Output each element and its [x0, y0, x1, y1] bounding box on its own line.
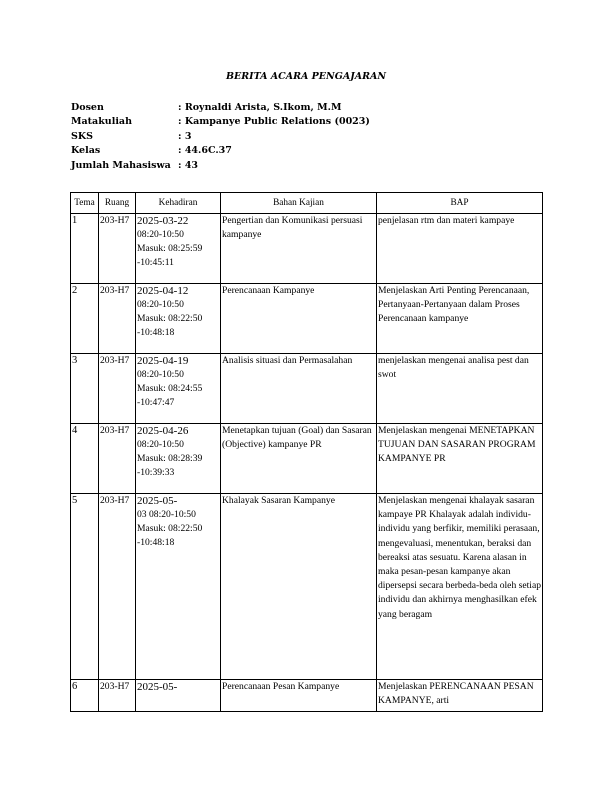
cell-ruang: 203-H7: [99, 494, 136, 680]
cell-ruang: 203-H7: [99, 284, 136, 354]
kehadiran-tanggal: 2025-05-: [137, 681, 178, 693]
cell-bap: Menjelaskan mengenai MENETAPKAN TUJUAN DAN SASARAN PROGRAM KAMPANYE PR: [377, 424, 543, 494]
table-row: [71, 494, 543, 680]
cell-ruang: 203-H7: [99, 424, 136, 494]
header-kehadiran: Kehadiran: [136, 193, 221, 214]
kehadiran-jam: 08:20-10:50: [137, 369, 184, 380]
kehadiran-keluar: -10:48:18: [137, 327, 175, 339]
meta-row-matakuliah: [71, 115, 370, 129]
cell-tema: 1: [71, 214, 99, 284]
meta-block: [71, 101, 370, 173]
table-row: [71, 354, 543, 424]
kehadiran-tanggal: 2025-05-: [137, 495, 178, 507]
table-row: [71, 424, 543, 494]
meta-row-sks: [71, 130, 370, 144]
meta-row-jumlah-mahasiswa: [71, 159, 370, 173]
cell-kehadiran: [136, 680, 221, 712]
meta-label: Kelas: [71, 145, 101, 157]
cell-tema: 3: [71, 354, 99, 424]
cell-bap: Menjelaskan mengenai khalayak sasaran kampaye PR Khalayak adalah individu-individu yang berfikir, memiliki perasaan, mengevaluasi, menentukan, beraksi dan bereaksi atas sesuatu. Karena alasan in maka pesan-pesan kampanye akan dipersepsi secara berbeda-beda oleh setiap individu dan akhirnya menghasilkan efek yang beragam: [377, 494, 543, 680]
kehadiran-jam: 08:20-10:50: [137, 299, 184, 310]
header-ruang: Ruang: [99, 193, 136, 214]
table-row: [71, 284, 543, 354]
cell-bap: Menjelaskan PERENCANAAN PESAN KAMPANYE, arti: [377, 680, 543, 712]
kehadiran-keluar: -10:45:11: [137, 257, 174, 269]
kehadiran-masuk: Masuk: 08:22:50: [137, 523, 203, 535]
cell-tema: 6: [71, 680, 99, 712]
kehadiran-masuk: Masuk: 08:28:39: [137, 453, 203, 465]
kehadiran-keluar: -10:39:33: [137, 467, 175, 479]
meta-value: : 43: [178, 159, 199, 171]
cell-kehadiran: [136, 354, 221, 424]
kehadiran-masuk: Masuk: 08:24:55: [137, 383, 203, 395]
cell-kehadiran: [136, 284, 221, 354]
meta-value: : Kampanye Public Relations (0023): [178, 116, 370, 128]
cell-tema: 2: [71, 284, 99, 354]
cell-bahan-kajian: Pengertian dan Komunikasi persuasi kampanye: [221, 214, 377, 284]
cell-kehadiran: [136, 424, 221, 494]
cell-bap: menjelaskan mengenai analisa pest dan swot: [377, 354, 543, 424]
cell-bap: Menjelaskan Arti Penting Perencanaan, Pertanyaan-Pertanyaan dalam Proses Perencanaan kampanye: [377, 284, 543, 354]
cell-ruang: 203-H7: [99, 354, 136, 424]
cell-bahan-kajian: Menetapkan tujuan (Goal) dan Sasaran (Objective) kampanye PR: [221, 424, 377, 494]
cell-bahan-kajian: Analisis situasi dan Permasalahan: [221, 354, 377, 424]
cell-bahan-kajian: Perencanaan Kampanye: [221, 284, 377, 354]
meta-row-dosen: [71, 101, 370, 115]
meta-label: Dosen: [71, 102, 104, 113]
meta-row-kelas: [71, 144, 370, 158]
meta-value: : Roynaldi Arista, S.Ikom, M.M: [178, 102, 342, 113]
kehadiran-jam: 08:20-10:50: [137, 229, 184, 240]
cell-kehadiran: [136, 214, 221, 284]
header-bap: BAP: [377, 193, 543, 214]
kehadiran-masuk: Masuk: 08:22:50: [137, 313, 203, 325]
kehadiran-keluar: -10:47:47: [137, 397, 175, 409]
cell-bahan-kajian: Perencanaan Pesan Kampanye: [221, 680, 377, 712]
document-title: BERITA ACARA PENGAJARAN: [225, 71, 387, 82]
meta-label: Jumlah Mahasiswa: [71, 159, 171, 171]
kehadiran-masuk: Masuk: 08:25:59: [137, 243, 203, 255]
kehadiran-keluar: -10:48:18: [137, 537, 175, 549]
meta-label: SKS: [71, 130, 93, 142]
kehadiran-tanggal: 2025-03-22: [137, 215, 189, 227]
kehadiran-jam: 08:20-10:50: [137, 439, 184, 450]
kehadiran-jam: 03 08:20-10:50: [137, 509, 196, 520]
table-row: [71, 214, 543, 284]
kehadiran-tanggal: 2025-04-12: [137, 285, 189, 297]
header-tema: Tema: [71, 193, 99, 214]
table-header-row: [71, 193, 543, 214]
cell-ruang: 203-H7: [99, 680, 136, 712]
table-row: [71, 680, 543, 712]
bap-table: [70, 192, 543, 712]
kehadiran-tanggal: 2025-04-26: [137, 425, 189, 437]
kehadiran-tanggal: 2025-04-19: [137, 355, 189, 367]
cell-tema: 5: [71, 494, 99, 680]
cell-kehadiran: [136, 494, 221, 680]
cell-bahan-kajian: Khalayak Sasaran Kampanye: [221, 494, 377, 680]
meta-value: : 44.6C.37: [178, 145, 232, 157]
cell-ruang: 203-H7: [99, 214, 136, 284]
cell-bap: penjelasan rtm dan materi kampaye: [377, 214, 543, 284]
header-bahan-kajian: Bahan Kajian: [221, 193, 377, 214]
cell-tema: 4: [71, 424, 99, 494]
meta-value: : 3: [178, 130, 192, 142]
meta-label: Matakuliah: [71, 116, 132, 128]
